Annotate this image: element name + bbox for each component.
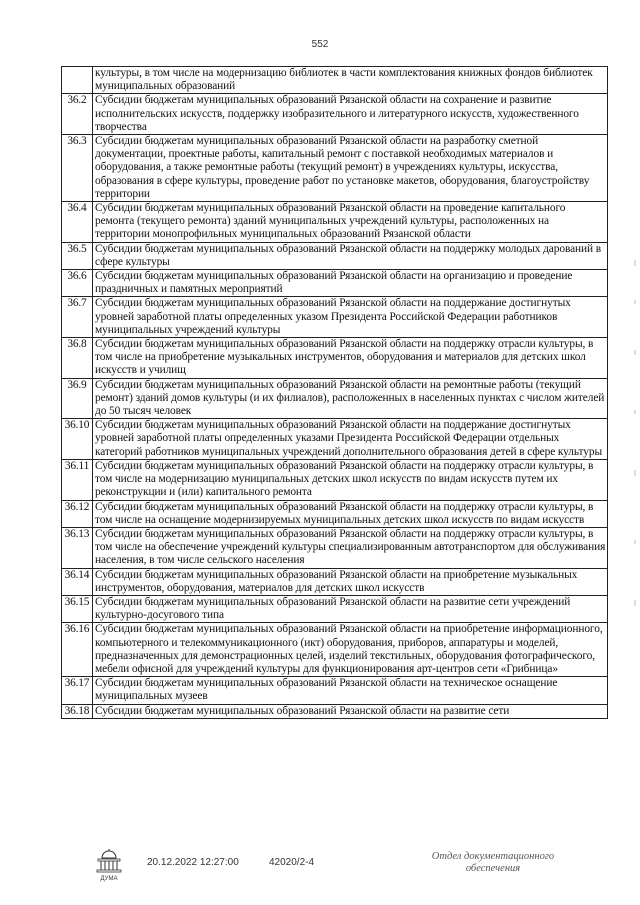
row-number: 36.15: [62, 595, 93, 622]
svg-text:ДУМА: ДУМА: [100, 876, 118, 882]
scan-edge-marks: [626, 260, 640, 660]
row-text: культуры, в том числе на модернизацию библиотек в части комплектования книжных фондов библиотек муниципальных образований: [93, 67, 608, 94]
row-number: 36.4: [62, 202, 93, 243]
page-footer: [0, 849, 640, 899]
table-row: [62, 202, 608, 243]
row-number: 36.12: [62, 500, 93, 527]
row-text: Субсидии бюджетам муниципальных образований Рязанской области на организацию и проведение праздничных и памятных мероприятий: [93, 270, 608, 297]
table-row: [62, 270, 608, 297]
row-number: 36.3: [62, 135, 93, 202]
footer-datetime: 20.12.2022 12:27:00: [147, 857, 239, 868]
row-text: Субсидии бюджетам муниципальных образований Рязанской области на поддержку отрасли культуры, в том числе на оснащение модернизируемых муниципальных детских школ искусств по видам искусств: [93, 500, 608, 527]
row-number: 36.6: [62, 270, 93, 297]
stamp-line-2: обеспечения: [465, 863, 521, 874]
row-text: Субсидии бюджетам муниципальных образований Рязанской области на приобретение информационного, компьютерного и телекоммуникационного (икт) оборудования, приборов, аппаратуры и моделей, предназначенных для демонстрационных целей, изделий текстильных, оборудования фотографического, мебели офисной для учреждений культуры для функционирования арт-центров сети «Грибница»: [93, 623, 608, 677]
stamp-line-1: Отдел документационного: [431, 851, 555, 862]
row-text: Субсидии бюджетам муниципальных образований Рязанской области на разработку сметной документации, проектные работы, капитальный ремонт с поставкой необходимых материалов и оборудования, а также ремонтные работы (текущий ремонт) в учреждениях культуры, искусства, образования в сфере культуры, проведение работ по установке макетов, оборудования, благоустройству территории: [93, 135, 608, 202]
row-number: 36.13: [62, 527, 93, 568]
row-number: 36.10: [62, 419, 93, 460]
row-text: Субсидии бюджетам муниципальных образований Рязанской области на приобретение музыкальных инструментов, оборудования, материалов для детских школ искусств: [93, 568, 608, 595]
row-text: Субсидии бюджетам муниципальных образований Рязанской области на проведение капитального ремонта (текущего ремонта) зданий муниципальных учреждений культуры, расположенных на территории монопрофильных муниципальных образований Рязанской области: [93, 202, 608, 243]
department-stamp: [418, 851, 568, 875]
table-row: [62, 459, 608, 500]
table-row: [62, 419, 608, 460]
table-row: [62, 568, 608, 595]
table-row: [62, 677, 608, 704]
row-number: 36.2: [62, 94, 93, 135]
row-text: Субсидии бюджетам муниципальных образований Рязанской области на ремонтные работы (текущий ремонт) зданий домов культуры (и их филиалов), расположенных в населенных пунктах с числом жителей до 50 тысяч человек: [93, 378, 608, 419]
table-row: [62, 338, 608, 379]
row-text: Субсидии бюджетам муниципальных образований Рязанской области на поддержку отрасли культуры, в том числе на обеспечение учреждений культуры специализированным автотранспортом для обслуживания населения, в том числе сельского населения: [93, 527, 608, 568]
table-row: [62, 67, 608, 94]
subsidies-table: [61, 66, 608, 719]
footer-doc-code: 42020/2-4: [269, 857, 315, 868]
row-number: 36.11: [62, 459, 93, 500]
page-number: 552: [311, 39, 329, 50]
row-number: [62, 67, 93, 94]
row-number: 36.17: [62, 677, 93, 704]
duma-building-icon: [95, 849, 123, 883]
table-row: [62, 242, 608, 269]
row-text: Субсидии бюджетам муниципальных образований Рязанской области на поддержание достигнутых уровней заработной платы определенных указами Президента Российской Федерации отдельных категорий работников муниципальных учреждений дополнительного образования детей в сфере культуры: [93, 419, 608, 460]
table-row: [62, 623, 608, 677]
row-number: 36.5: [62, 242, 93, 269]
row-text: Субсидии бюджетам муниципальных образований Рязанской области на поддержку отрасли культуры, в том числе на модернизацию муниципальных детских школ искусств по видам искусств путем их реконструкции и (или) капитального ремонта: [93, 459, 608, 500]
row-text: Субсидии бюджетам муниципальных образований Рязанской области на сохранение и развитие исполнительских искусств, поддержку изобразительного и литературного искусств, художественного творчества: [93, 94, 608, 135]
row-text: Субсидии бюджетам муниципальных образований Рязанской области на техническое оснащение муниципальных музеев: [93, 677, 608, 704]
table-row: [62, 94, 608, 135]
row-number: 36.14: [62, 568, 93, 595]
table-row: [62, 378, 608, 419]
row-number: 36.8: [62, 338, 93, 379]
row-number: 36.9: [62, 378, 93, 419]
table-row: [62, 704, 608, 718]
row-text: Субсидии бюджетам муниципальных образований Рязанской области на поддержку отрасли культуры, в том числе на приобретение музыкальных инструментов, оборудования и материалов для детских школ искусств и училищ: [93, 338, 608, 379]
table-row: [62, 500, 608, 527]
row-number: 36.16: [62, 623, 93, 677]
row-number: 36.18: [62, 704, 93, 718]
table-row: [62, 297, 608, 338]
row-text: Субсидии бюджетам муниципальных образований Рязанской области на развитие сети учреждений культурно-досугового типа: [93, 595, 608, 622]
row-text: Субсидии бюджетам муниципальных образований Рязанской области на развитие сети: [93, 704, 608, 718]
table-row: [62, 135, 608, 202]
row-text: Субсидии бюджетам муниципальных образований Рязанской области на поддержку молодых дарований в сфере культуры: [93, 242, 608, 269]
table-row: [62, 595, 608, 622]
row-number: 36.7: [62, 297, 93, 338]
subsidies-table-body: [62, 67, 608, 719]
row-text: Субсидии бюджетам муниципальных образований Рязанской области на поддержание достигнутых уровней заработной платы определенных указом Президента Российской Федерации работников муниципальных учреждений культуры: [93, 297, 608, 338]
table-row: [62, 527, 608, 568]
